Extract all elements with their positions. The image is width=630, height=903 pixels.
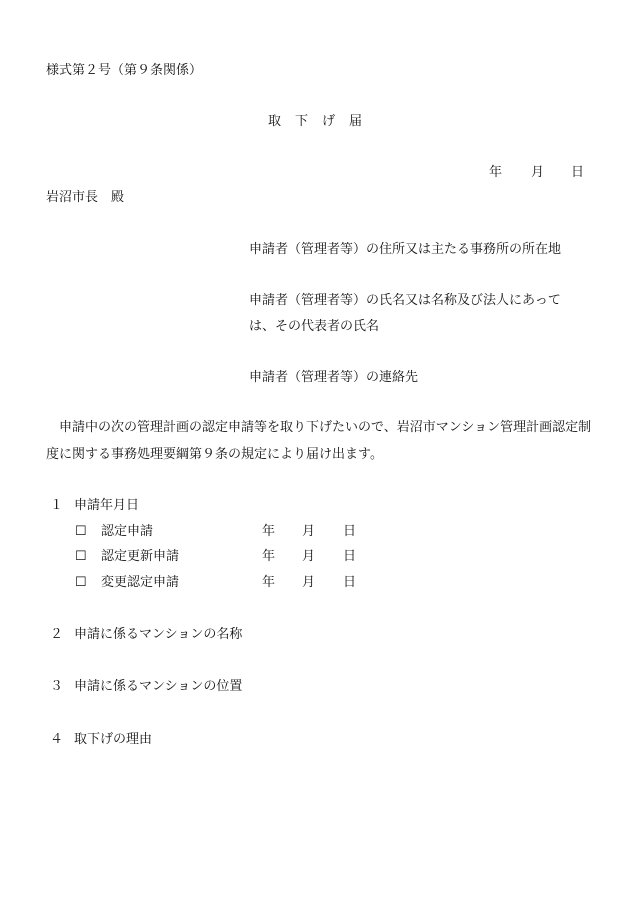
- section-4-title: 取下げの理由: [74, 732, 153, 747]
- section-2-title: 申請に係るマンションの名称: [74, 627, 243, 642]
- applicant-address-label: 申請者（管理者等）の住所又は主たる事務所の所在地: [249, 242, 562, 257]
- section-4-heading: [50, 731, 152, 749]
- section-3-title: 申請に係るマンションの位置: [74, 679, 243, 694]
- row-month-label: 月: [302, 549, 316, 564]
- row-year-label: 年: [262, 575, 276, 590]
- row-year-label: 年: [262, 524, 276, 539]
- section-1-title: 申請年月日: [74, 498, 140, 513]
- date-year-label: 年: [489, 165, 503, 180]
- section-4-number: ４: [50, 732, 64, 747]
- applicant-name-label-line2: は、その代表者の氏名: [249, 319, 380, 334]
- row-day-label: 日: [343, 575, 357, 590]
- section-2-heading: [50, 626, 242, 644]
- applicant-name-label-line1: 申請者（管理者等）の氏名又は名称及び法人にあって: [249, 293, 561, 308]
- date-month-label: 月: [531, 165, 545, 180]
- row-year-label: 年: [262, 549, 276, 564]
- submission-date: [489, 164, 584, 182]
- document-title: [268, 113, 362, 131]
- application-type-label: 認定更新申請: [101, 549, 180, 564]
- section-1-number: １: [50, 498, 64, 513]
- form-number: 様式第２号（第９条関係）: [46, 63, 203, 78]
- row-month-label: 月: [302, 575, 316, 590]
- application-type-label: 変更認定申請: [101, 575, 180, 590]
- body-text: 申請中の次の管理計画の認定申請等を取り下げたいので、岩沼市マンション管理計画認定制度に関する事務処理要綱第９条の規定により届け出ます。: [46, 420, 592, 462]
- title-char-1: 取: [268, 114, 282, 129]
- title-char-3: げ: [322, 114, 336, 129]
- addressee: 岩沼市長 殿: [46, 190, 125, 205]
- row-day-label: 日: [343, 549, 357, 564]
- row-month-label: 月: [302, 524, 316, 539]
- checkbox-icon[interactable]: ☐: [75, 575, 87, 590]
- date-day-label: 日: [571, 165, 585, 180]
- checkbox-icon[interactable]: ☐: [75, 524, 87, 539]
- title-char-4: 届: [349, 114, 363, 129]
- row-day-label: 日: [343, 524, 357, 539]
- section-1-heading: [50, 497, 139, 515]
- application-type-label: 認定申請: [101, 524, 154, 539]
- section-2-number: ２: [50, 627, 64, 642]
- section-3-number: ３: [50, 679, 64, 694]
- section-3-heading: [50, 678, 242, 696]
- applicant-contact-label: 申請者（管理者等）の連絡先: [249, 370, 419, 385]
- checkbox-icon[interactable]: ☐: [75, 549, 87, 564]
- title-char-2: 下: [295, 114, 309, 129]
